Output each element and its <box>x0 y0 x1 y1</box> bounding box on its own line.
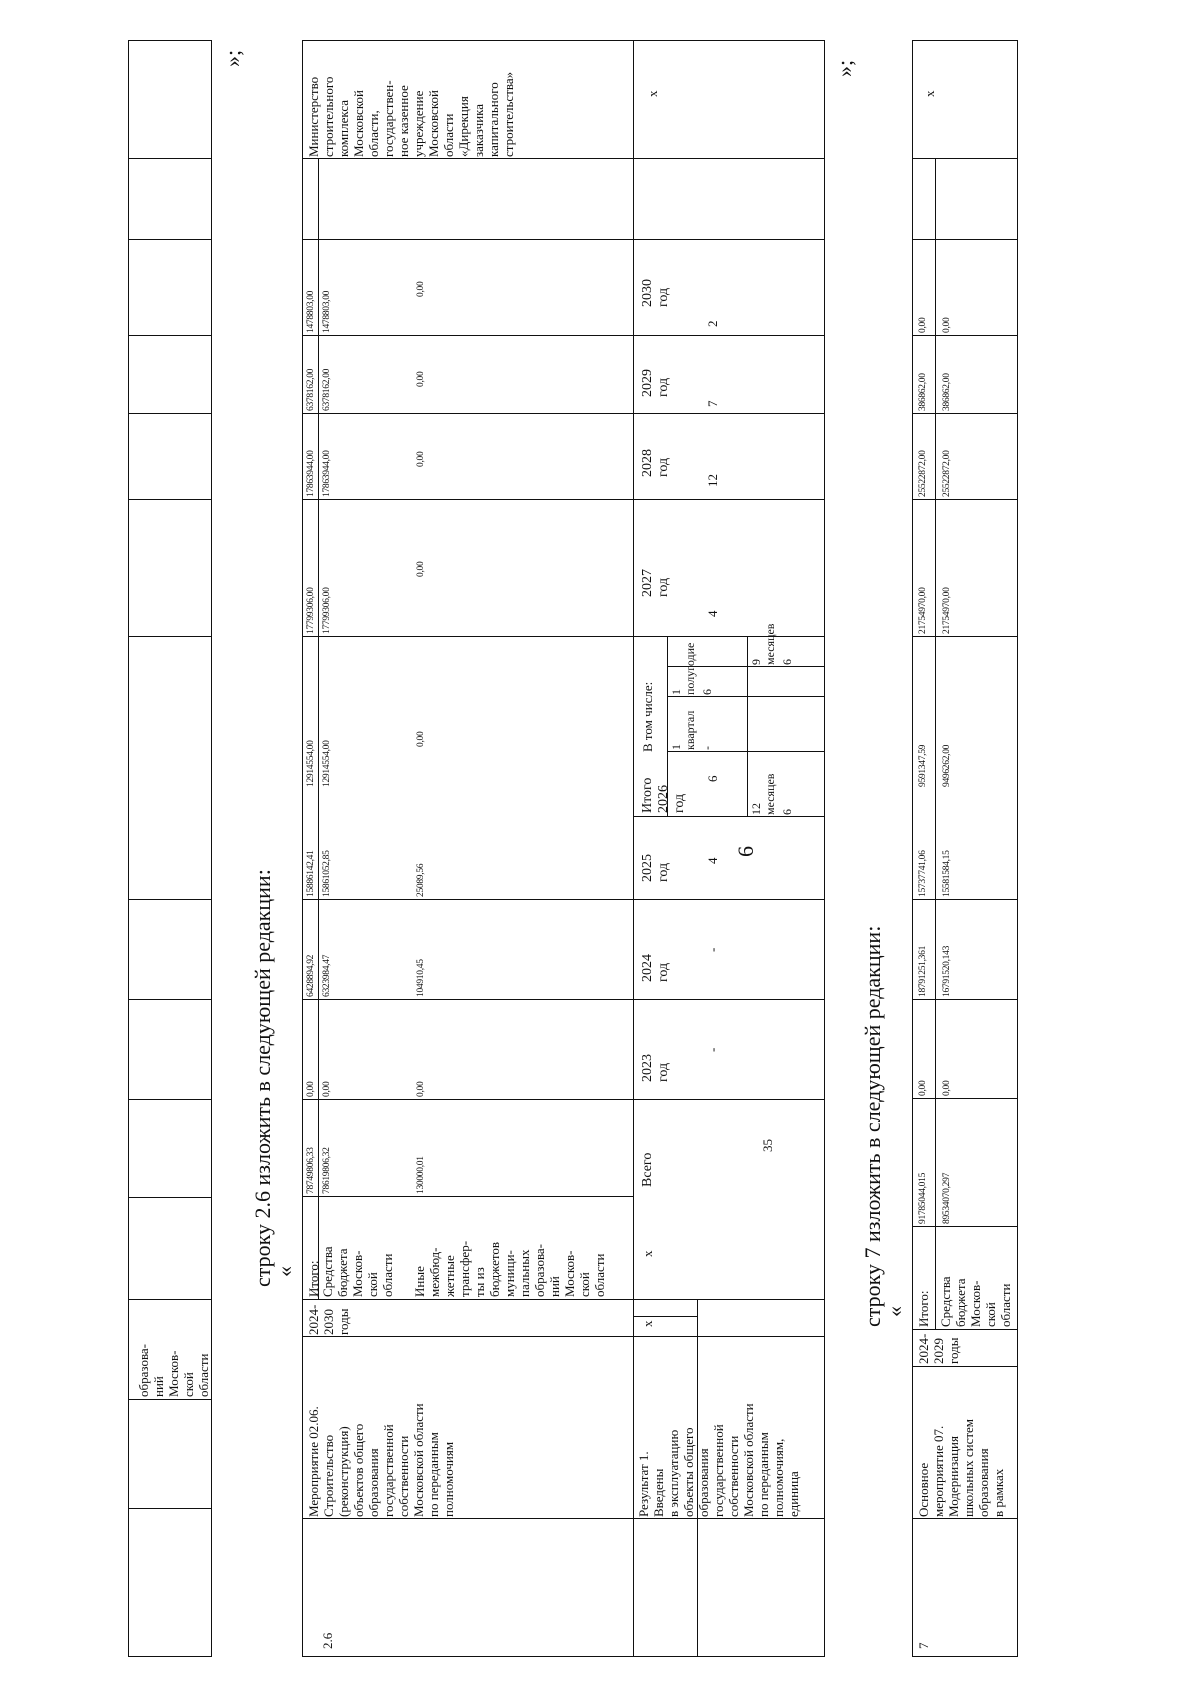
s1-v-m9: 6 <box>780 659 794 665</box>
s1-result-label: Результат 1. Введены в эксплуатацию объекты общего образования государственной собственности Московской области по переданным полномочиям, единица <box>636 1403 801 1517</box>
s2-y2028-1: 25522872,00 <box>942 450 952 497</box>
page-number: 6 <box>733 846 758 857</box>
s1-source-2: Иные межбюд- жетные трансфер- ты из бюджетов муници- пальных образова- ний Москов- ской области <box>412 1240 607 1297</box>
s1-v-h1: 6 <box>700 689 714 695</box>
s1-y2025-0: 15886142,41 <box>306 850 316 897</box>
s2-y2028-0: 25522872,00 <box>918 450 928 497</box>
s1-h-2023: 2023 год <box>640 1054 671 1082</box>
s1-y2026-0: 12914554,00 <box>306 740 316 787</box>
s1-v-2023: - <box>705 1047 720 1052</box>
s1-h-m9: 9 месяцев <box>749 623 777 665</box>
s1-v-total: 35 <box>760 1139 775 1152</box>
section1-heading: строку 2.6 изложить в следующей редакции: <box>250 869 275 1287</box>
s1-v-2029: 7 <box>705 400 720 407</box>
s1-h-m12: 12 месяцев <box>749 773 777 815</box>
section1-close-quote: »; <box>832 59 857 77</box>
s1-y2029-0: 6378162,00 <box>306 368 316 411</box>
s1-total-2: 130000,01 <box>416 1156 426 1194</box>
s1-result-period: х <box>640 1320 655 1327</box>
s1-h-total: Всего <box>640 1152 655 1187</box>
s1-h-2026: Итого 2026 год <box>640 777 687 813</box>
s1-y2024-2: 104910,45 <box>416 959 426 997</box>
s2-y2030-0: 0,00 <box>918 317 928 333</box>
s1-h-2029: 2029 год <box>640 369 671 397</box>
s1-v-2024: - <box>705 947 720 952</box>
s2-y2030-1: 0,00 <box>942 317 952 333</box>
s2-total-1: 89534070,297 <box>942 1172 952 1224</box>
s2-y2023-1: 0,00 <box>942 1080 952 1096</box>
s2-y2026-1: 9496262,00 <box>942 744 952 787</box>
s1-v-2026: 6 <box>705 775 720 782</box>
s1-y2030-1: 1478803,00 <box>322 290 332 333</box>
s1-h-h1: 1 полугодие <box>669 642 697 695</box>
s1-y2028-0: 17863944,00 <box>306 450 316 497</box>
fragment-close-quote: »; <box>220 49 245 67</box>
s1-h-2025: 2025 год <box>640 854 671 882</box>
s1-y2028-1: 17863944,00 <box>322 450 332 497</box>
s1-y2025-2: 25089,56 <box>416 863 426 897</box>
fragment-label: образова- ний Москов- ской области <box>136 1343 211 1397</box>
s1-y2030-0: 1478803,00 <box>306 290 316 333</box>
s1-v-2025: 4 <box>705 857 720 864</box>
s2-y2024-1: 16791520,143 <box>942 945 952 997</box>
section2-heading: строку 7 изложить в следующей редакции: <box>860 925 885 1327</box>
s1-h-2027: 2027 год <box>640 569 671 597</box>
s1-total-1: 78619806,32 <box>322 1147 332 1194</box>
s1-y2028-2: 0,00 <box>416 451 426 467</box>
s2-y2029-0: 386862,00 <box>918 373 928 411</box>
s1-source-1: Средства бюджета Москов- ской области <box>320 1246 395 1297</box>
s2-y2027-1: 21754970,00 <box>942 587 952 634</box>
s1-h-q1: 1 квартал <box>669 710 697 750</box>
section1-open-quote: « <box>272 1266 297 1277</box>
s2-source-1: Средства бюджета Москов- ской области <box>938 1276 1013 1327</box>
s1-y2027-1: 17799306,00 <box>322 587 332 634</box>
s1-y2026-2: 0,00 <box>416 731 426 747</box>
s1-v-2028: 12 <box>705 474 720 487</box>
s2-event: Основное мероприятие 07. Модернизация школьных систем образования в рамках <box>916 1418 1006 1517</box>
s2-y2027-0: 21754970,00 <box>918 587 928 634</box>
s1-v-2027: 4 <box>705 610 720 617</box>
s1-result-source: х <box>640 1250 655 1257</box>
s1-y2029-2: 0,00 <box>416 371 426 387</box>
s1-y2029-1: 6378162,00 <box>322 368 332 411</box>
s1-y2023-0: 0,00 <box>306 1081 316 1097</box>
s1-y2030-2: 0,00 <box>416 281 426 297</box>
s1-y2024-1: 6323984,47 <box>322 954 332 997</box>
s1-y2023-2: 0,00 <box>416 1081 426 1097</box>
s1-v-2030: 2 <box>705 320 720 327</box>
s1-v-q1: - <box>700 746 714 750</box>
s2-row-num: 7 <box>916 1642 931 1649</box>
s2-y2025-0: 15737741,06 <box>918 850 928 897</box>
s1-h-2028: 2028 год <box>640 449 671 477</box>
s1-h-2030: 2030 год <box>640 279 671 307</box>
s1-y2026-1: 12914554,00 <box>322 740 332 787</box>
s1-total-0: 78749806,33 <box>306 1147 316 1194</box>
s2-source-0: Итого: <box>916 1290 931 1327</box>
s1-source-0: Итого: <box>306 1260 321 1297</box>
s2-y2029-1: 386862,00 <box>942 373 952 411</box>
s1-event: Мероприятие 02.06. Строительство (реконструкция) объектов общего образования государственной собственности Московской области по переданным полномочиям <box>306 1403 456 1517</box>
s1-v-m12: 6 <box>780 809 794 815</box>
s1-y2024-0: 6428894,92 <box>306 954 316 997</box>
s2-y2024-0: 18791251,361 <box>918 945 928 997</box>
s1-y2027-2: 0,00 <box>416 561 426 577</box>
s2-y2025-1: 15581584,15 <box>942 850 952 897</box>
s1-h-2024: 2024 год <box>640 954 671 982</box>
s2-y2023-0: 0,00 <box>918 1080 928 1096</box>
s1-h-incl: В том числе: <box>640 681 655 752</box>
s1-executor-result: х <box>645 90 660 97</box>
s1-y2027-0: 17799306,00 <box>306 587 316 634</box>
s2-executor: х <box>922 90 937 97</box>
s1-row-num: 2.6 <box>320 1632 335 1649</box>
section2-open-quote: « <box>882 1306 907 1317</box>
s1-y2023-1: 0,00 <box>322 1081 332 1097</box>
s2-y2026-0: 9591347,59 <box>918 744 928 787</box>
s1-period: 2024- 2030 годы <box>306 1304 351 1335</box>
s2-period: 2024- 2029 годы <box>916 1333 961 1364</box>
s1-executor: Министерство строительного комплекса Московской области, государствен- ное казенное учреждение Московской области «Дирекция заказчика капитального строительства» <box>306 71 516 157</box>
s1-y2025-1: 15861052,85 <box>322 850 332 897</box>
s2-total-0: 91785044,015 <box>918 1172 928 1224</box>
